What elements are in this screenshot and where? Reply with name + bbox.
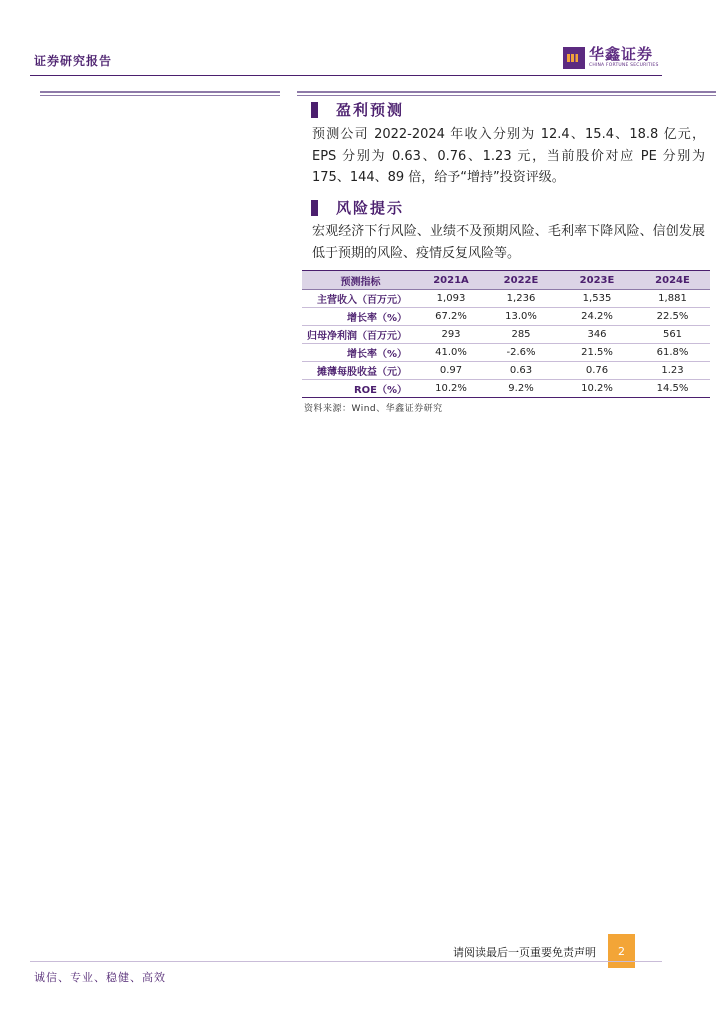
section-title: 风险提示 (336, 199, 405, 217)
table-cell: 561 (635, 326, 710, 344)
table-cell: 0.63 (483, 362, 559, 380)
logo-name-en: CHINA FORTUNE SECURITIES (589, 63, 659, 68)
table-source-note: 资料来源：Wind、华鑫证券研究 (304, 404, 443, 414)
table-cell: 346 (559, 326, 635, 344)
row-label: 主营收入（百万元） (302, 290, 419, 308)
report-type-label: 证券研究报告 (34, 54, 113, 68)
table-header-cell: 2023E (559, 271, 635, 290)
table-cell: 1,236 (483, 290, 559, 308)
table-cell: 10.2% (559, 380, 635, 398)
risk-body: 宏观经济下行风险、业绩不及预期风险、毛利率下降风险、信创发展低于预期的风险、疫情反复风险等。 (312, 224, 705, 261)
table-cell: -2.6% (483, 344, 559, 362)
table-cell: 13.0% (483, 308, 559, 326)
forecast-table (302, 270, 710, 398)
table-row (302, 308, 710, 326)
table-cell: 14.5% (635, 380, 710, 398)
section-marker (311, 102, 318, 118)
table-cell: 22.5% (635, 308, 710, 326)
table-cell: 1.23 (635, 362, 710, 380)
profit-forecast-heading (311, 99, 404, 120)
table-row (302, 362, 710, 380)
table-header-row (302, 271, 710, 290)
table-cell: 41.0% (419, 344, 483, 362)
header-divider (30, 75, 662, 76)
table-row (302, 326, 710, 344)
table-cell: 24.2% (559, 308, 635, 326)
table-cell: 0.97 (419, 362, 483, 380)
section-title: 盈利预测 (336, 101, 405, 119)
table-cell: 1,535 (559, 290, 635, 308)
page-number: 2 (608, 934, 635, 968)
table-row (302, 380, 710, 398)
footer-divider (30, 961, 662, 962)
table-header-cell: 2021A (419, 271, 483, 290)
row-label: 增长率（%） (302, 308, 419, 326)
profit-forecast-body: 预测公司 2022-2024 年收入分别为 12.4、15.4、18.8 亿元，EPS 分别为 0.63、0.76、1.23 元，当前股价对应 PE 分别为 175、144、89 倍，给予“增持”投资评级。 (312, 127, 705, 185)
right-column-rule (297, 91, 716, 96)
table-cell: 67.2% (419, 308, 483, 326)
logo-mark-icon (563, 47, 585, 69)
left-column-rule (40, 91, 280, 96)
table-cell: 1,093 (419, 290, 483, 308)
disclaimer-notice: 请阅读最后一页重要免责声明 (453, 946, 596, 959)
table-cell: 10.2% (419, 380, 483, 398)
section-marker (311, 200, 318, 216)
row-label: 归母净利润（百万元） (302, 326, 419, 344)
logo-name-cn: 华鑫证券 (589, 45, 654, 63)
row-label: 摊薄每股收益（元） (302, 362, 419, 380)
company-logo (563, 46, 659, 69)
row-label: ROE（%） (302, 380, 419, 398)
table-cell: 21.5% (559, 344, 635, 362)
risk-heading (311, 197, 404, 218)
table-header-cell: 2024E (635, 271, 710, 290)
table-row (302, 290, 710, 308)
table-cell: 9.2% (483, 380, 559, 398)
row-label: 增长率（%） (302, 344, 419, 362)
footer-motto: 诚信、专业、稳健、高效 (34, 971, 166, 984)
table-header-cell: 2022E (483, 271, 559, 290)
table-cell: 61.8% (635, 344, 710, 362)
table-row (302, 344, 710, 362)
table-cell: 293 (419, 326, 483, 344)
table-cell: 0.76 (559, 362, 635, 380)
table-cell: 1,881 (635, 290, 710, 308)
table-header-cell: 预测指标 (302, 271, 419, 290)
table-cell: 285 (483, 326, 559, 344)
